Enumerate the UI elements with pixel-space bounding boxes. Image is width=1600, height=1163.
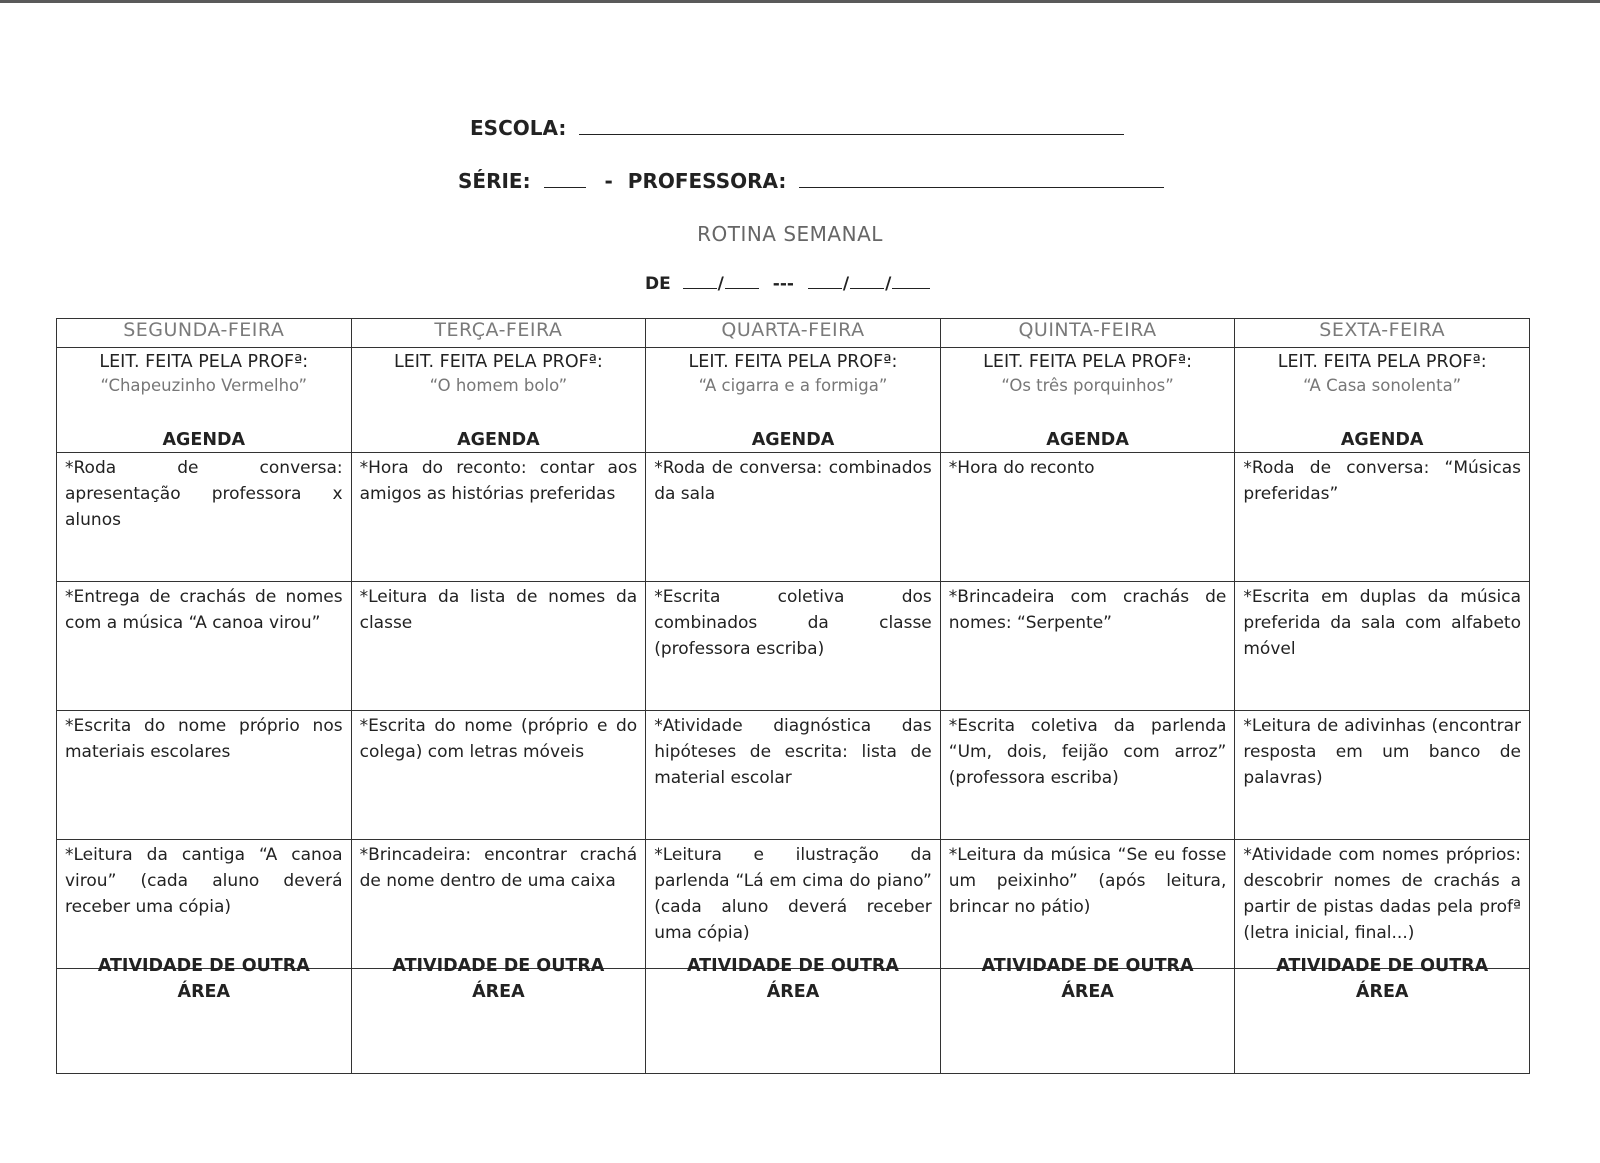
school-field — [470, 114, 1124, 140]
date-slash: / — [842, 274, 850, 294]
agenda-label: AGENDA — [751, 430, 835, 450]
activity-text: *Roda de conversa: apresentação professora x alunos — [65, 458, 343, 530]
activity-text: *Escrita do nome (próprio e do colega) com letras móveis — [359, 716, 638, 762]
activity-text: *Atividade com nomes próprios: descobrir nomes de crachás a partir de pistas dadas pela profª (letra inicial, final...) — [1243, 845, 1521, 943]
reading-row — [57, 348, 1530, 453]
day-header-tuesday: TERÇA-FEIRA — [351, 319, 646, 348]
date-dash: --- — [772, 274, 794, 294]
other-area-row — [57, 969, 1530, 1074]
activity-text: *Atividade diagnóstica das hipóteses de escrita: lista de material escolar — [654, 716, 932, 788]
activity-cell — [646, 582, 941, 711]
date-prefix: DE — [645, 274, 671, 294]
activity-text: *Leitura da cantiga “A canoa virou” (cada aluno deverá receber uma cópia) — [65, 845, 343, 917]
activity-text: *Brincadeira com crachás de nomes: “Serpente” — [948, 587, 1227, 633]
reading-label: LEIT. FEITA PELA PROFª: — [688, 352, 898, 372]
reading-cell-friday — [1235, 348, 1530, 453]
story-title: “A Casa sonolenta” — [1303, 376, 1462, 395]
activity-row-1 — [57, 453, 1530, 582]
agenda-label: AGENDA — [162, 430, 246, 450]
story-title: “Os três porquinhos” — [1001, 376, 1174, 395]
activity-cell — [1235, 582, 1530, 711]
activity-cell — [57, 840, 352, 969]
activity-text: *Hora do reconto: contar aos amigos as histórias preferidas — [359, 458, 638, 504]
header-separator: - — [604, 169, 613, 193]
teacher-blank-line[interactable] — [799, 167, 1164, 188]
date-start-month-blank[interactable] — [725, 272, 759, 289]
story-title: “O homem bolo” — [429, 376, 568, 395]
activity-cell — [1235, 840, 1530, 969]
activity-cell — [1235, 453, 1530, 582]
grade-teacher-field — [458, 167, 1164, 193]
activity-text: *Escrita em duplas da música preferida da sala com alfabeto móvel — [1243, 587, 1521, 659]
reading-label: LEIT. FEITA PELA PROFª: — [99, 352, 309, 372]
reading-cell-tuesday — [351, 348, 646, 453]
date-end-day-blank[interactable] — [808, 272, 842, 289]
day-header-row — [57, 319, 1530, 348]
reading-label: LEIT. FEITA PELA PROFª: — [1277, 352, 1487, 372]
reading-label: LEIT. FEITA PELA PROFª: — [393, 352, 603, 372]
reading-label: LEIT. FEITA PELA PROFª: — [983, 352, 1192, 372]
other-area-text: ATIVIDADE DE OUTRA ÁREA — [97, 956, 310, 1002]
activity-text: *Roda de conversa: “Músicas preferidas” — [1243, 458, 1521, 504]
page-title: ROTINA SEMANAL — [697, 222, 883, 246]
reading-cell-thursday — [940, 348, 1235, 453]
activity-cell — [940, 840, 1235, 969]
scan-top-edge — [0, 0, 1600, 3]
day-header-friday: SEXTA-FEIRA — [1235, 319, 1530, 348]
activity-cell — [351, 453, 646, 582]
activity-cell — [57, 582, 352, 711]
day-header-thursday: QUINTA-FEIRA — [940, 319, 1235, 348]
other-area-text: ATIVIDADE DE OUTRA ÁREA — [687, 956, 899, 1002]
date-slash: / — [885, 274, 892, 294]
activity-cell — [57, 453, 352, 582]
activity-row-4 — [57, 840, 1530, 969]
activity-text: *Leitura da lista de nomes da classe — [359, 587, 638, 633]
activity-cell — [351, 582, 646, 711]
reading-cell-wednesday — [646, 348, 941, 453]
agenda-label: AGENDA — [457, 430, 540, 450]
other-area-cell — [940, 956, 1235, 1074]
school-label: ESCOLA: — [470, 116, 567, 140]
day-header-wednesday: QUARTA-FEIRA — [646, 319, 941, 348]
agenda-label: AGENDA — [1046, 430, 1129, 450]
activity-text: *Hora do reconto — [948, 458, 1095, 478]
activity-row-3 — [57, 711, 1530, 840]
activity-text: *Leitura da música “Se eu fosse um peixinho” (após leitura, brincar no pátio) — [948, 845, 1227, 917]
other-area-cell — [57, 956, 352, 1074]
other-area-cell — [1235, 956, 1530, 1074]
date-end-year-blank[interactable] — [892, 272, 930, 289]
story-title: “A cigarra e a formiga” — [698, 376, 888, 395]
activity-text: *Roda de conversa: combinados da sala — [654, 458, 932, 504]
date-end-month-blank[interactable] — [850, 272, 884, 289]
activity-cell — [646, 840, 941, 969]
agenda-label: AGENDA — [1340, 430, 1424, 450]
activity-cell — [940, 711, 1235, 840]
date-start-day-blank[interactable] — [683, 272, 717, 289]
day-header-monday: SEGUNDA-FEIRA — [57, 319, 352, 348]
grade-label: SÉRIE: — [458, 169, 531, 193]
reading-cell-monday — [57, 348, 352, 453]
other-area-cell — [351, 956, 646, 1074]
activity-cell — [57, 711, 352, 840]
other-area-text: ATIVIDADE DE OUTRA ÁREA — [1276, 956, 1489, 1002]
other-area-cell — [646, 956, 941, 1074]
activity-text: *Escrita coletiva dos combinados da classe (professora escriba) — [654, 587, 932, 659]
activity-text: *Entrega de crachás de nomes com a música “A canoa virou” — [65, 587, 343, 633]
activity-cell — [940, 582, 1235, 711]
activity-cell — [1235, 711, 1530, 840]
date-slash: / — [717, 274, 724, 294]
activity-cell — [646, 711, 941, 840]
date-range-field — [645, 272, 930, 294]
other-area-text: ATIVIDADE DE OUTRA ÁREA — [392, 956, 605, 1002]
other-area-text: ATIVIDADE DE OUTRA ÁREA — [981, 956, 1194, 1002]
activity-cell — [940, 453, 1235, 582]
activity-text: *Leitura de adivinhas (encontrar resposta em um banco de palavras) — [1243, 716, 1521, 788]
activity-row-2 — [57, 582, 1530, 711]
activity-cell — [646, 453, 941, 582]
activity-text: *Brincadeira: encontrar crachá de nome dentro de uma caixa — [359, 845, 638, 891]
school-blank-line[interactable] — [579, 114, 1124, 135]
activity-text: *Leitura e ilustração da parlenda “Lá em cima do piano” (cada aluno deverá receber uma cópia) — [654, 845, 932, 943]
activity-cell — [351, 840, 646, 969]
weekly-routine-table — [56, 318, 1530, 1074]
activity-text: *Escrita coletiva da parlenda “Um, dois, feijão com arroz” (professora escriba) — [948, 716, 1227, 788]
activity-cell — [351, 711, 646, 840]
story-title: “Chapeuzinho Vermelho” — [100, 376, 308, 395]
grade-blank-line[interactable] — [544, 167, 586, 188]
teacher-label: PROFESSORA: — [627, 169, 787, 193]
activity-text: *Escrita do nome próprio nos materiais escolares — [65, 716, 343, 762]
